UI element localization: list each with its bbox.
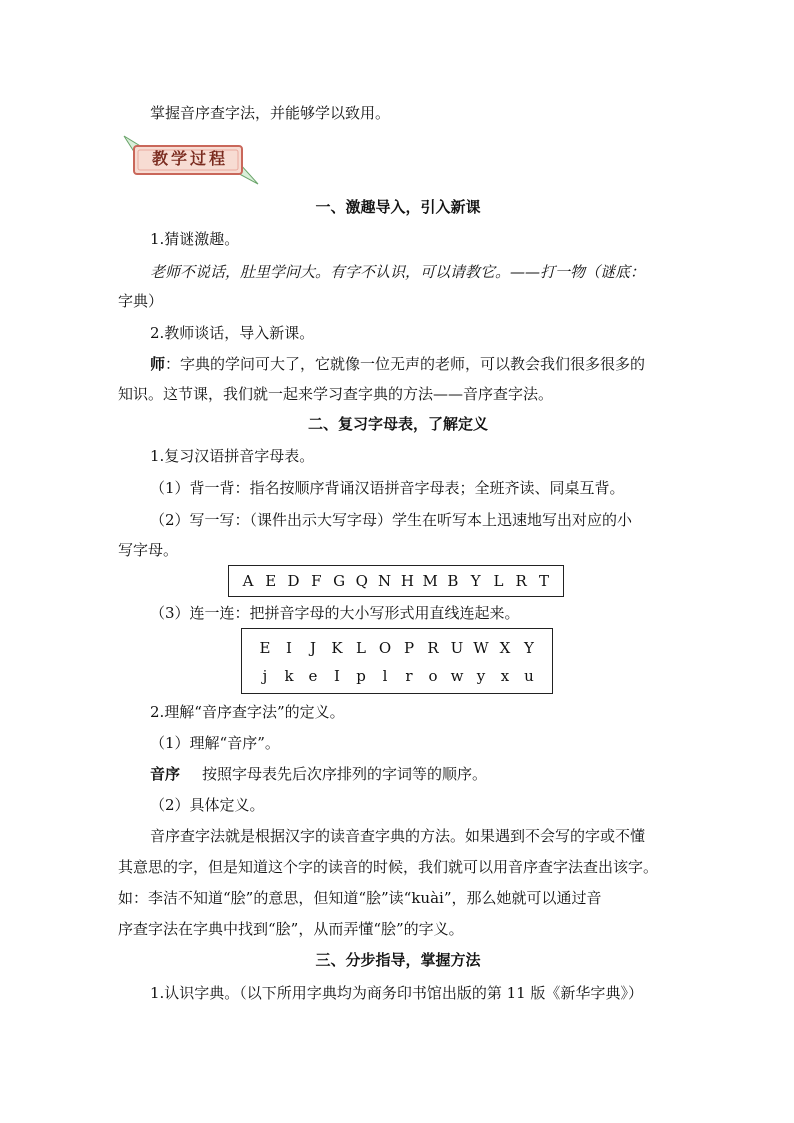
uppercase-letter: L [493, 572, 504, 590]
uppercase-letter: D [287, 572, 300, 590]
uppercase-letter: G [333, 572, 346, 590]
match-lowercase-letter: I [334, 667, 340, 685]
uppercase-letter: T [538, 572, 549, 590]
item-2-1a: （1）背一背：指名按顺序背诵汉语拼音字母表；全班齐读、同桌互背。 [150, 479, 625, 497]
match-uppercase-letter: W [473, 639, 489, 657]
riddle-answer: 字典） [118, 292, 164, 310]
yinxu-line [150, 764, 710, 784]
yinxu-label: 音序 [150, 765, 181, 783]
uppercase-letter: M [422, 572, 438, 590]
match-uppercase-letter: Y [524, 639, 534, 657]
matching-letters-box [241, 628, 553, 694]
uppercase-letters-box [228, 565, 564, 597]
match-lowercase-letter: r [405, 667, 413, 685]
uppercase-letter: A [242, 572, 254, 590]
uppercase-letter: Y [470, 572, 481, 590]
item-2-2a: （1）理解“音序”。 [150, 734, 280, 752]
match-lowercase-letter: k [284, 667, 294, 685]
yinxu-definition: 按照字母表先后次序排列的字词等的顺序。 [202, 765, 488, 783]
uppercase-letter: N [378, 572, 392, 590]
match-uppercase-letter: E [259, 639, 271, 657]
item-1-2: 2.教师谈话，导入新课。 [150, 324, 315, 342]
match-lowercase-letter: w [450, 667, 464, 685]
match-lowercase-letter: y [476, 667, 486, 685]
definition-line-1: 音序查字法就是根据汉字的读音查字典的方法。如果遇到不会写的字或不懂 [150, 827, 646, 845]
definition-line-4: 序查字法在字典中找到“脍”，从而弄懂“脍”的字义。 [118, 920, 464, 938]
uppercase-letter: Q [355, 572, 368, 590]
item-3-1: 1.认识字典。（以下所用字典均为商务印书馆出版的第 11 版《新华字典》） [150, 984, 643, 1002]
item-1-1: 1.猜谜激趣。 [150, 230, 240, 248]
match-lowercase-letter: x [500, 667, 510, 685]
item-2-2: 2.理解“音序查字法”的定义。 [150, 703, 345, 721]
match-lowercase-letter: e [308, 667, 318, 685]
riddle-text: 老师不说话，肚里学问大。有字不认识，可以请教它。——打一物（谜底： [150, 263, 646, 281]
item-2-1b-cont: 写字母。 [118, 541, 179, 559]
definition-line-3: 如：李洁不知道“脍”的意思，但知道“脍”读“kuài”，那么她就可以通过音 [118, 889, 602, 907]
match-uppercase-letter: J [309, 639, 316, 657]
match-lowercase-letter: o [428, 667, 438, 685]
section-heading-1: 一、激趣导入，引入新课 [315, 198, 481, 216]
match-uppercase-letter: R [427, 639, 439, 657]
match-lowercase-letter: p [356, 667, 366, 685]
teacher-label: 师 [150, 355, 166, 373]
banner-label: 教学过程 [151, 149, 228, 168]
item-2-1c: （3）连一连：把拼音字母的大小写形式用直线连起来。 [150, 604, 520, 622]
teacher-line [150, 354, 710, 374]
uppercase-letter: R [515, 572, 527, 590]
section-heading-3: 三、分步指导，掌握方法 [315, 951, 481, 969]
teacher-line-2: 知识。这节课，我们就一起来学习查字典的方法——音序查字法。 [118, 385, 554, 403]
uppercase-letter: B [447, 572, 459, 590]
match-uppercase-letter: U [450, 639, 464, 657]
match-lowercase-letter: j [262, 667, 268, 685]
match-uppercase-letter: L [356, 639, 366, 657]
teacher-text: ：字典的学问可大了，它就像一位无声的老师，可以教会我们很多很多的 [165, 355, 646, 373]
uppercase-letter: E [265, 572, 277, 590]
uppercase-letter: H [400, 572, 414, 590]
match-uppercase-letter: O [378, 639, 392, 657]
uppercase-letter: F [311, 572, 322, 590]
match-uppercase-letter: X [499, 639, 511, 657]
match-uppercase-letter: I [286, 639, 292, 657]
match-lowercase-letter: u [524, 667, 534, 685]
match-upper-row [256, 635, 538, 661]
item-2-2b: （2）具体定义。 [150, 796, 265, 814]
item-2-1b: （2）写一写：（课件出示大写字母）学生在听写本上迅速地写出对应的小 [150, 511, 633, 529]
objective-line: 掌握音序查字法，并能够学以致用。 [150, 104, 391, 122]
section-heading-2: 二、复习字母表，了解定义 [307, 415, 488, 433]
match-uppercase-letter: P [403, 639, 415, 657]
match-lowercase-letter: l [382, 667, 388, 685]
item-2-1: 1.复习汉语拼音字母表。 [150, 447, 315, 465]
match-uppercase-letter: K [331, 639, 343, 657]
match-lower-row [256, 663, 538, 689]
definition-line-2: 其意思的字，但是知道这个字的读音的时候，我们就可以用音序查字法查出该字。 [118, 858, 659, 876]
